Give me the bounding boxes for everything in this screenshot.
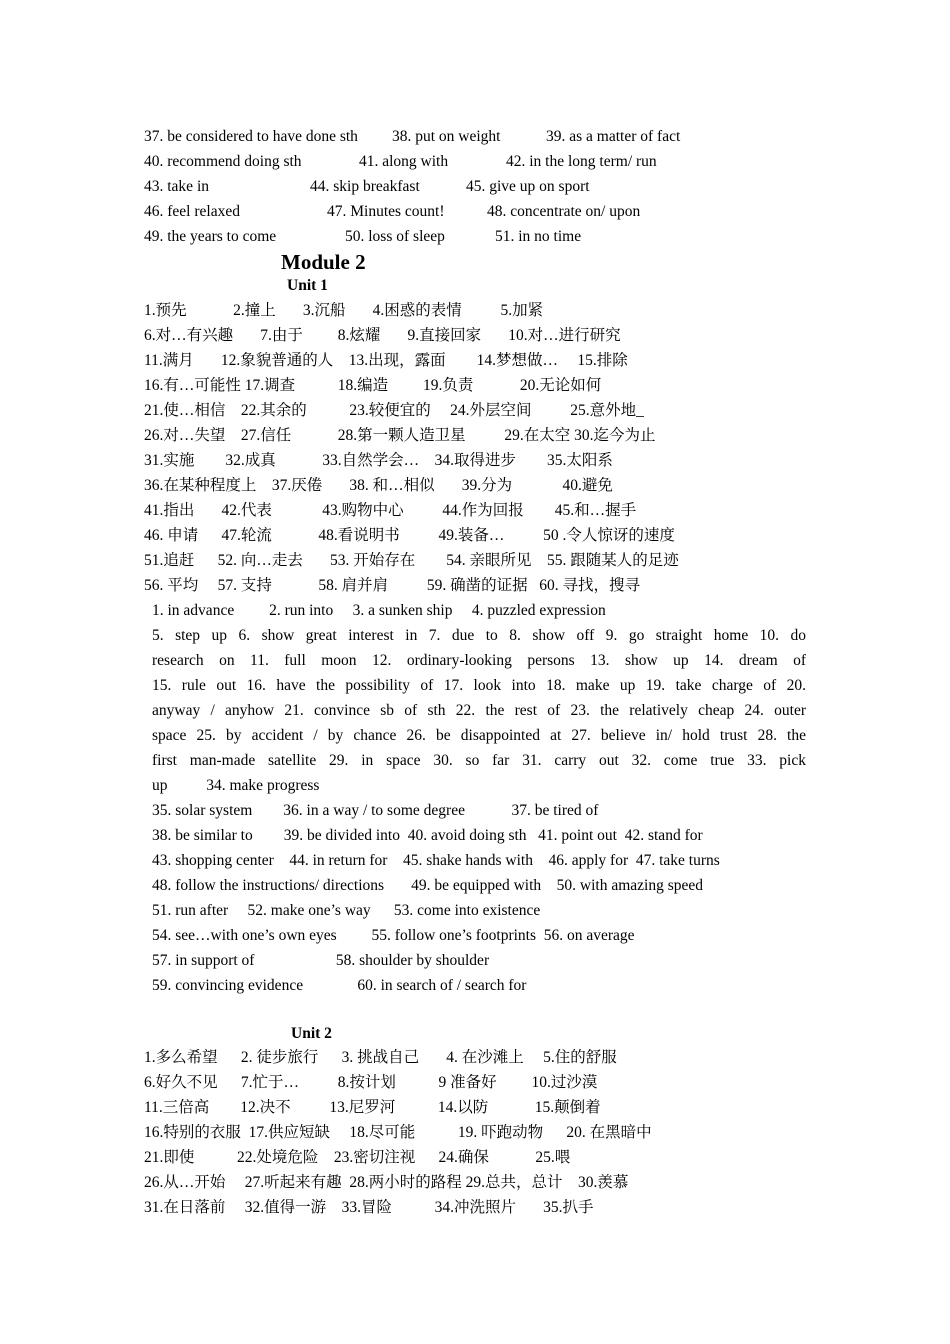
english-line: space 25. by accident / by chance 26. be disappointed at 27. believe in/ hold trust 28. the — [152, 727, 806, 744]
chinese-line: 26.对…失望 27.信任 28.第一颗人造卫星 29.在太空 30.迄今为止 — [144, 427, 656, 444]
english-line: up 34. make progress — [152, 777, 320, 794]
phrase: 42. in the long term/ run — [506, 153, 657, 170]
chinese-line: 6.好久不见 7.忙于… 8.按计划 9 准备好 10.过沙漠 — [144, 1074, 598, 1091]
unit2-title: Unit 2 — [291, 1025, 332, 1042]
phrase: 38. put on weight — [392, 128, 501, 145]
chinese-line: 51.追赶 52. 向…走去 53. 开始存在 54. 亲眼所见 55. 跟随某人的足迹 — [144, 552, 679, 569]
phrase-row — [144, 224, 830, 249]
chinese-line: 11.满月 12.象貌普通的人 13.出现，露面 14.梦想做… 15.排除 — [144, 352, 628, 369]
chinese-line: 1.多么希望 2. 徒步旅行 3. 挑战自己 4. 在沙滩上 5.住的舒服 — [144, 1049, 617, 1066]
chinese-line: 21.使…相信 22.其余的 23.较便宜的 24.外层空间 25.意外地_ — [144, 402, 644, 419]
chinese-line: 26.从…开始 27.听起来有趣 28.两小时的路程 29.总共，总计 30.羡慕 — [144, 1174, 629, 1191]
phrase-row — [144, 149, 830, 174]
english-line: 5. step up 6. show great interest in 7. due to 8. show off 9. go straight home 10. do — [152, 627, 806, 644]
english-line: 43. shopping center 44. in return for 45. shake hands with 46. apply for 47. take turns — [152, 852, 720, 869]
phrase-row — [144, 199, 830, 224]
english-line: 54. see…with one’s own eyes 55. follow one’s footprints 56. on average — [152, 927, 635, 944]
phrase: 46. feel relaxed — [144, 203, 240, 220]
english-line: 51. run after 52. make one’s way 53. come into existence — [152, 902, 541, 919]
chinese-line: 6.对…有兴趣 7.由于 8.炫耀 9.直接回家 10.对…进行研究 — [144, 327, 621, 344]
unit1-title: Unit 1 — [287, 277, 328, 294]
phrase: 37. be considered to have done sth — [144, 128, 358, 145]
phrase-row — [144, 124, 830, 149]
chinese-line: 31.实施 32.成真 33.自然学会… 34.取得进步 35.太阳系 — [144, 452, 613, 469]
chinese-line: 11.三倍高 12.决不 13.尼罗河 14.以防 15.颠倒着 — [144, 1099, 601, 1116]
english-line: 57. in support of 58. shoulder by shoulder — [152, 952, 490, 969]
english-line: research on 11. full moon 12. ordinary-looking persons 13. show up 14. dream of — [152, 652, 806, 669]
chinese-line: 41.指出 42.代表 43.购物中心 44.作为回报 45.和…握手 — [144, 502, 637, 519]
phrase: 45. give up on sport — [466, 178, 590, 195]
chinese-line: 16.特别的衣服 17.供应短缺 18.尽可能 19. 吓跑动物 20. 在黑暗中 — [144, 1124, 652, 1141]
chinese-line: 56. 平均 57. 支持 58. 肩并肩 59. 确凿的证据 60. 寻找，搜寻 — [144, 577, 641, 594]
english-line: 59. convincing evidence 60. in search of / search for — [152, 977, 527, 994]
phrase: 51. in no time — [495, 228, 582, 245]
english-line: 15. rule out 16. have the possibility of 17. look into 18. make up 19. take charge of 20. — [152, 677, 806, 694]
module-title: Module 2 — [281, 250, 366, 274]
chinese-line: 36.在某种程度上 37.厌倦 38. 和…相似 39.分为 40.避免 — [144, 477, 613, 494]
chinese-line: 21.即使 22.处境危险 23.密切注视 24.确保 25.喂 — [144, 1149, 571, 1166]
phrase: 43. take in — [144, 178, 209, 195]
english-line: 35. solar system 36. in a way / to some degree 37. be tired of — [152, 802, 599, 819]
phrase: 47. Minutes count! — [327, 203, 445, 220]
english-line: first man-made satellite 29. in space 30. so far 31. carry out 32. come true 33. pick — [152, 752, 806, 769]
english-line: 38. be similar to 39. be divided into 40. avoid doing sth 41. point out 42. stand for — [152, 827, 703, 844]
chinese-line: 31.在日落前 32.值得一游 33.冒险 34.冲洗照片 35.扒手 — [144, 1199, 594, 1216]
english-line: 48. follow the instructions/ directions 49. be equipped with 50. with amazing speed — [152, 877, 704, 894]
phrase: 39. as a matter of fact — [546, 128, 681, 145]
phrase-row — [144, 174, 830, 199]
phrase: 44. skip breakfast — [310, 178, 420, 195]
phrase: 48. concentrate on/ upon — [487, 203, 641, 220]
chinese-line: 16.有…可能性 17.调查 18.编造 19.负责 20.无论如何 — [144, 377, 602, 394]
phrase: 40. recommend doing sth — [144, 153, 302, 170]
phrase: 49. the years to come — [144, 228, 277, 245]
chinese-line: 1.预先 2.撞上 3.沉船 4.困惑的表情 5.加紧 — [144, 302, 544, 319]
english-line: anyway / anyhow 21. convince sb of sth 22. the rest of 23. the relatively cheap 24. outer — [152, 702, 806, 719]
english-line: 1. in advance 2. run into 3. a sunken ship 4. puzzled expression — [152, 602, 606, 619]
phrase: 41. along with — [359, 153, 449, 170]
chinese-line: 46. 申请 47.轮流 48.看说明书 49.装备… 50 .令人惊讶的速度 — [144, 527, 675, 544]
phrase: 50. loss of sleep — [345, 228, 445, 245]
